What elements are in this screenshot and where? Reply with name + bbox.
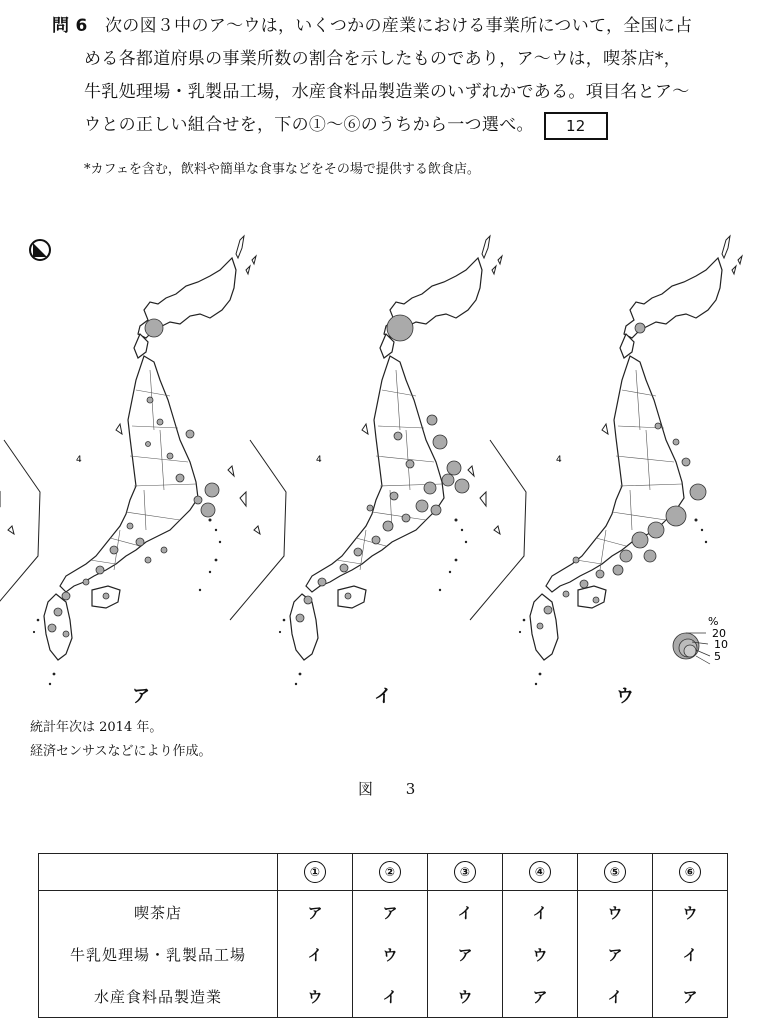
table-cell: イ [278, 933, 353, 975]
legend-value-5: 5 [714, 650, 721, 663]
row-label: 水産食料品製造業 [39, 975, 278, 1018]
map-label-a: ア [132, 686, 150, 707]
figure-caption: 図 3 [358, 780, 430, 798]
option-1[interactable]: ① [278, 854, 353, 891]
row-label: 喫茶店 [39, 891, 278, 934]
map-a-island-label: 4 [76, 455, 82, 465]
table-cell: ア [428, 933, 503, 975]
size-legend [673, 615, 728, 664]
question-line-4: ウとの正しい組合せを，下の①～⑥のうちから一つ選べ。 12 [52, 109, 742, 142]
source-note-origin: 経済センサスなどにより作成。 [30, 744, 212, 759]
question-label: 問 6 [52, 16, 88, 36]
option-2[interactable]: ② [353, 854, 428, 891]
map-i-island-label: 4 [316, 455, 322, 465]
map-i [199, 236, 502, 685]
table-cell: ア [578, 933, 653, 975]
footnote: *カフェを含む，飲料や簡単な食事などをその場で提供する飲食店。 [84, 162, 480, 177]
north-arrow-icon [30, 240, 50, 260]
table-cell: イ [653, 933, 728, 975]
answer-number-box[interactable]: 12 [544, 112, 608, 140]
source-note-year: 統計年次は 2014 年。 [30, 720, 163, 735]
map-u [439, 236, 742, 685]
map-u-island-label: 4 [556, 455, 562, 465]
table-cell: イ [578, 975, 653, 1018]
table-cell: ア [278, 891, 353, 934]
table-cell: ウ [503, 933, 578, 975]
table-cell: ウ [578, 891, 653, 934]
table-cell: ア [353, 891, 428, 934]
table-cell: ウ [278, 975, 353, 1018]
table-cell: ア [503, 975, 578, 1018]
answer-table-header [39, 854, 728, 891]
table-cell: イ [353, 975, 428, 1018]
legend-value-20: 20 [712, 627, 726, 640]
table-cell: イ [428, 891, 503, 934]
table-cell: イ [503, 891, 578, 934]
map-label-u: ウ [616, 686, 634, 707]
table-row-dairy [39, 933, 728, 975]
table-cell: ウ [428, 975, 503, 1018]
table-row-seafood [39, 975, 728, 1018]
question-text [52, 10, 742, 142]
row-label: 牛乳処理場・乳製品工場 [39, 933, 278, 975]
table-cell: ウ [653, 891, 728, 934]
option-6[interactable]: ⑥ [653, 854, 728, 891]
figure-3-maps [0, 210, 762, 710]
option-4[interactable]: ④ [503, 854, 578, 891]
question-line-1: 問 6 次の図３中のア～ウは，いくつかの産業における事業所について，全国に占 [52, 16, 693, 36]
map-a [0, 236, 256, 685]
table-row-cafe [39, 891, 728, 934]
legend-value-10: 10 [714, 638, 728, 651]
option-5[interactable]: ⑤ [578, 854, 653, 891]
answer-table [38, 853, 728, 1018]
option-3[interactable]: ③ [428, 854, 503, 891]
table-cell: ウ [353, 933, 428, 975]
header-blank-cell [39, 854, 278, 891]
legend-unit: % [708, 615, 719, 628]
map-label-i: イ [374, 686, 392, 707]
table-cell: ア [653, 975, 728, 1018]
question-line-2: める各都道府県の事業所数の割合を示したものであり，ア～ウは，喫茶店*， [84, 49, 681, 69]
question-line-3: 牛乳処理場・乳製品工場，水産食料品製造業のいずれかである。項目名とア～ [84, 82, 690, 102]
